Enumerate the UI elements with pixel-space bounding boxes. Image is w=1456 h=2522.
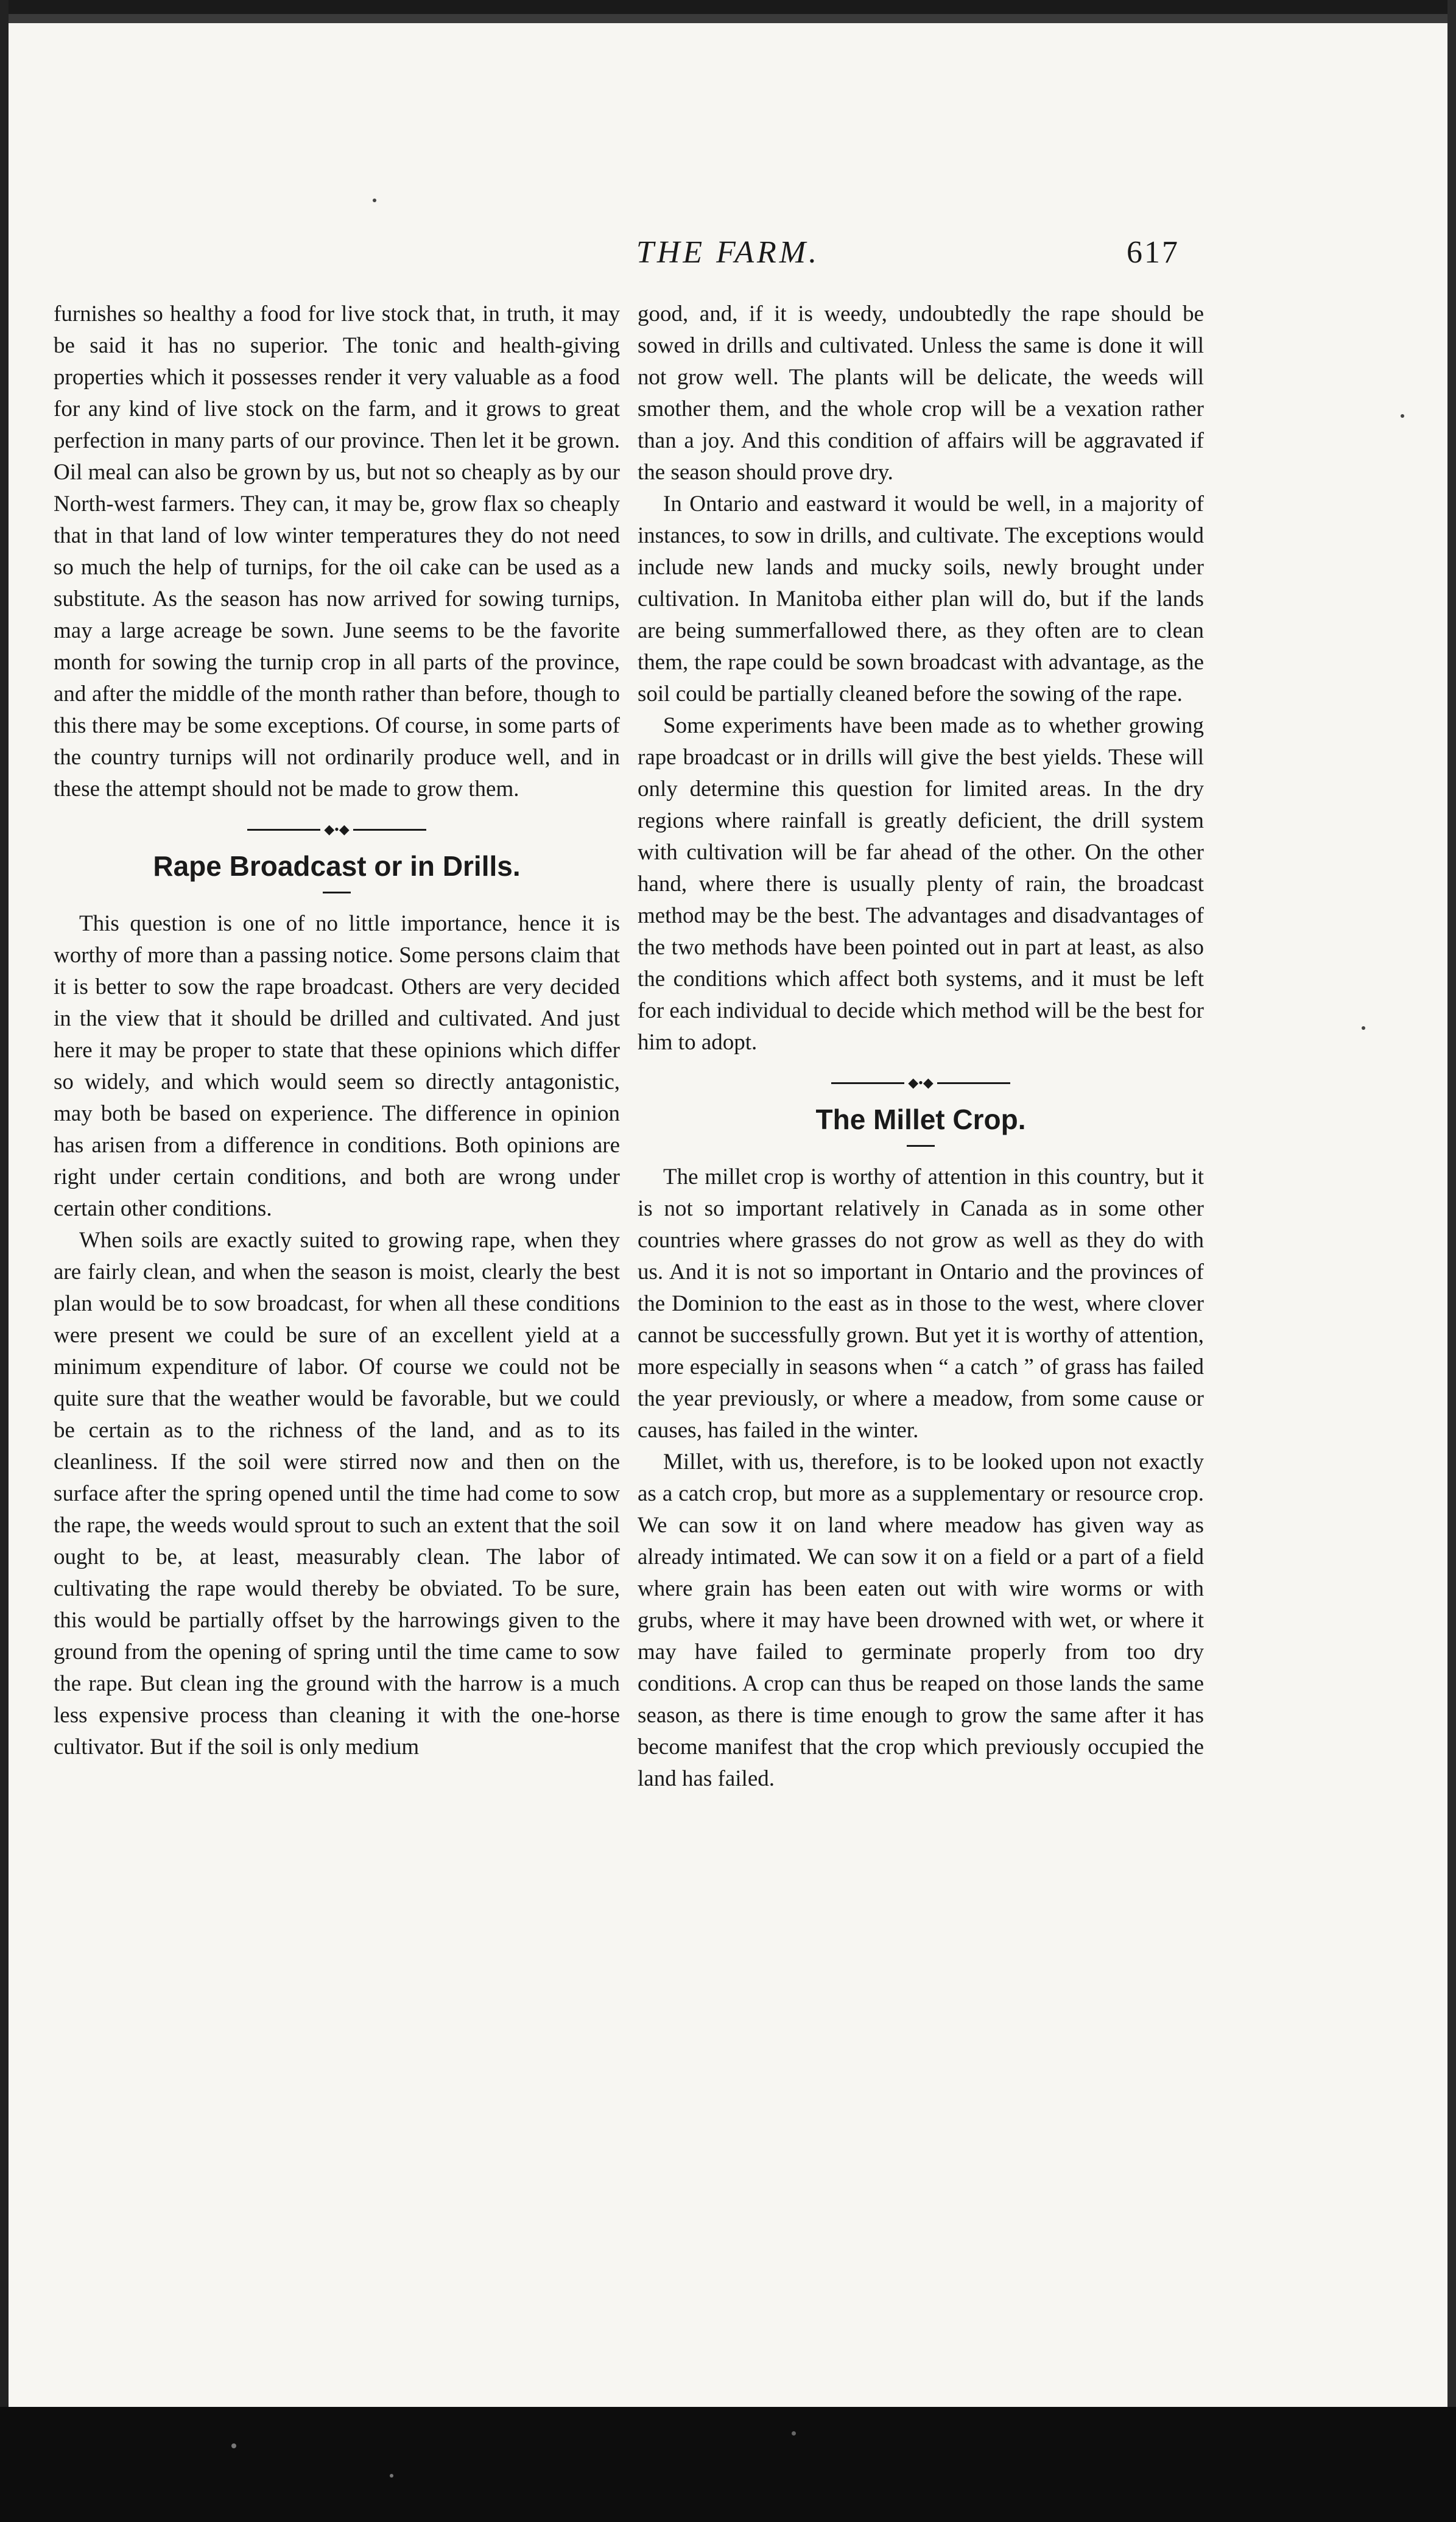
scan-speck (1362, 1026, 1365, 1030)
paragraph: In Ontario and eastward it would be well, in a majority of instances, to sow in drills, and cultivate. The exceptions would include new lands and mucky soils, newly brought under cultivation. In Manitoba either plan will do, but if the lands are being summerfallowed there, as they often are to clean them, the rape could be sown broadcast with advantage, as the soil could be partially cleaned before the sowing of the rape. (638, 491, 1204, 706)
paragraph: Some experiments have been made as to whether growing rape broadcast or in drills will give the best yields. These will only determine this question for limited areas. In the dry regions where rainfall is greatly deficient, the drill system with cultivation will be far ahead of the other. On the other hand, where there is usually plenty of rain, the broadcast method may be the best. The advantages and disadvantages of the two methods have been pointed out in part at least, as also the conditions which affect both systems, and it must be left for each individual to decide which method will be the best for him to adopt. (638, 713, 1204, 1055)
scan-speck (792, 2431, 796, 2436)
ornament-rule (247, 829, 320, 831)
ornament-rule (937, 1082, 1010, 1084)
scan-bottom-border (0, 2407, 1456, 2522)
ornament-glyph: ◆•◆ (324, 822, 350, 837)
ornament-rule (353, 829, 426, 831)
page-number: 617 (1127, 235, 1180, 270)
paragraph: This question is one of no little importance, hence it is worthy of more than a passing notice. Some persons claim that it is better to sow the rape broadcast. Others are very decided in the view that it should be drilled and cultivated. And just here it may be proper to state that these opinions which differ so widely, and which would seem so directly antagonistic, may both be based on experience. The difference in opinion has arisen from a difference in conditions. Both opinions are right under certain conditions, and both are wrong under certain other conditions. (54, 911, 620, 1221)
heading-dash (323, 892, 351, 893)
scan-speck (1401, 414, 1404, 418)
section-ornament (638, 1076, 1204, 1090)
scan-speck (390, 2474, 393, 2478)
paragraph: good, and, if it is weedy, undoubtedly the rape should be sowed in drills and cultivated. Unless the same is done it will not grow well. The plants will be delicate, the weeds will smother them, and the whole crop will be a vexation rather than a joy. And this condition of affairs will be aggravated if the season should prove dry. (638, 301, 1204, 485)
section-ornament (54, 822, 620, 837)
heading-dash (907, 1145, 935, 1147)
ornament-glyph: ◆•◆ (908, 1075, 934, 1090)
scan-speck (373, 199, 376, 202)
scan-top-border (0, 0, 1456, 23)
left-column (54, 298, 620, 1763)
section-heading: Rape Broadcast or in Drills. (153, 850, 521, 882)
scan-right-border (1447, 0, 1456, 2407)
scan-left-border (0, 0, 9, 2522)
paragraph: The millet crop is worthy of attention in this country, but it is not so important relatively in Canada as in some other countries where grasses do not grow as well as they do with us. And it is not so important in Ontario and the provinces of the Dominion to the east as in those to the west, where clover cannot be successfully grown. But yet it is worthy of attention, more especially in seasons when “ a catch ” of grass has failed the year previously, or where a meadow, from some cause or causes, has failed in the winter. (638, 1164, 1204, 1443)
right-column (638, 298, 1204, 1795)
paragraph: furnishes so healthy a food for live stock that, in truth, it may be said it has no superior. The tonic and health-giving properties which it possesses render it very valuable as a food for any kind of live stock on the farm, and it grows to great perfection in many parts of our province. Then let it be grown. Oil meal can also be grown by us, but not so cheaply as by our North-west farmers. They can, it may be, grow flax so cheaply that in that land of low winter temperatures they do not need so much the help of turnips, for the oil cake can be used as a substitute. As the season has now arrived for sowing turnips, may a large acreage be sown. June seems to be the favorite month for sowing the turnip crop in all parts of the province, and after the middle of the month rather than before, though to this there may be some exceptions. Of course, in some parts of the country turnips will not ordinarily produce well, and in these the attempt should not be made to grow them. (54, 301, 620, 801)
paragraph: When soils are exactly suited to growing rape, when they are fairly clean, and when the season is moist, clearly the best plan would be to sow broadcast, for when all these conditions were present we could be sure of an excellent yield at a minimum expenditure of labor. Of course we could not be quite sure that the weather would be favorable, but we could be certain as to the richness of the land, and as to its cleanliness. If the soil were stirred now and then on the surface after the spring opened until the time had come to sow the rape, the weeds would sprout to such an extent that the soil ought to be, at least, measurably clean. The labor of cultivating the rape would thereby be obviated. To be sure, this would be partially offset by the harrowings given to the ground from the opening of spring until the time came to sow the rape. But clean ing the ground with the harrow is a much less expensive process than cleaning it with the one-horse cultivator. But if the soil is only medium (54, 1228, 620, 1759)
ornament-rule (831, 1082, 904, 1084)
section-heading: The Millet Crop. (815, 1104, 1026, 1135)
scan-speck (231, 2443, 236, 2448)
paragraph: Millet, with us, therefore, is to be looked upon not exactly as a catch crop, but more as a supplementary or resource crop. We can sow it on land where meadow has given way as already intimated. We can sow it on a field or a part of a field where grain has been eaten out with wire worms or with grubs, where it may have been drowned with wet, or where it may have failed to germinate properly from too dry conditions. A crop can thus be reaped on those lands the same season, as there is time enough to grow the same after it has become manifest that the crop which previously occupied the land has failed. (638, 1449, 1204, 1791)
running-header-title: THE FARM. (636, 235, 820, 270)
